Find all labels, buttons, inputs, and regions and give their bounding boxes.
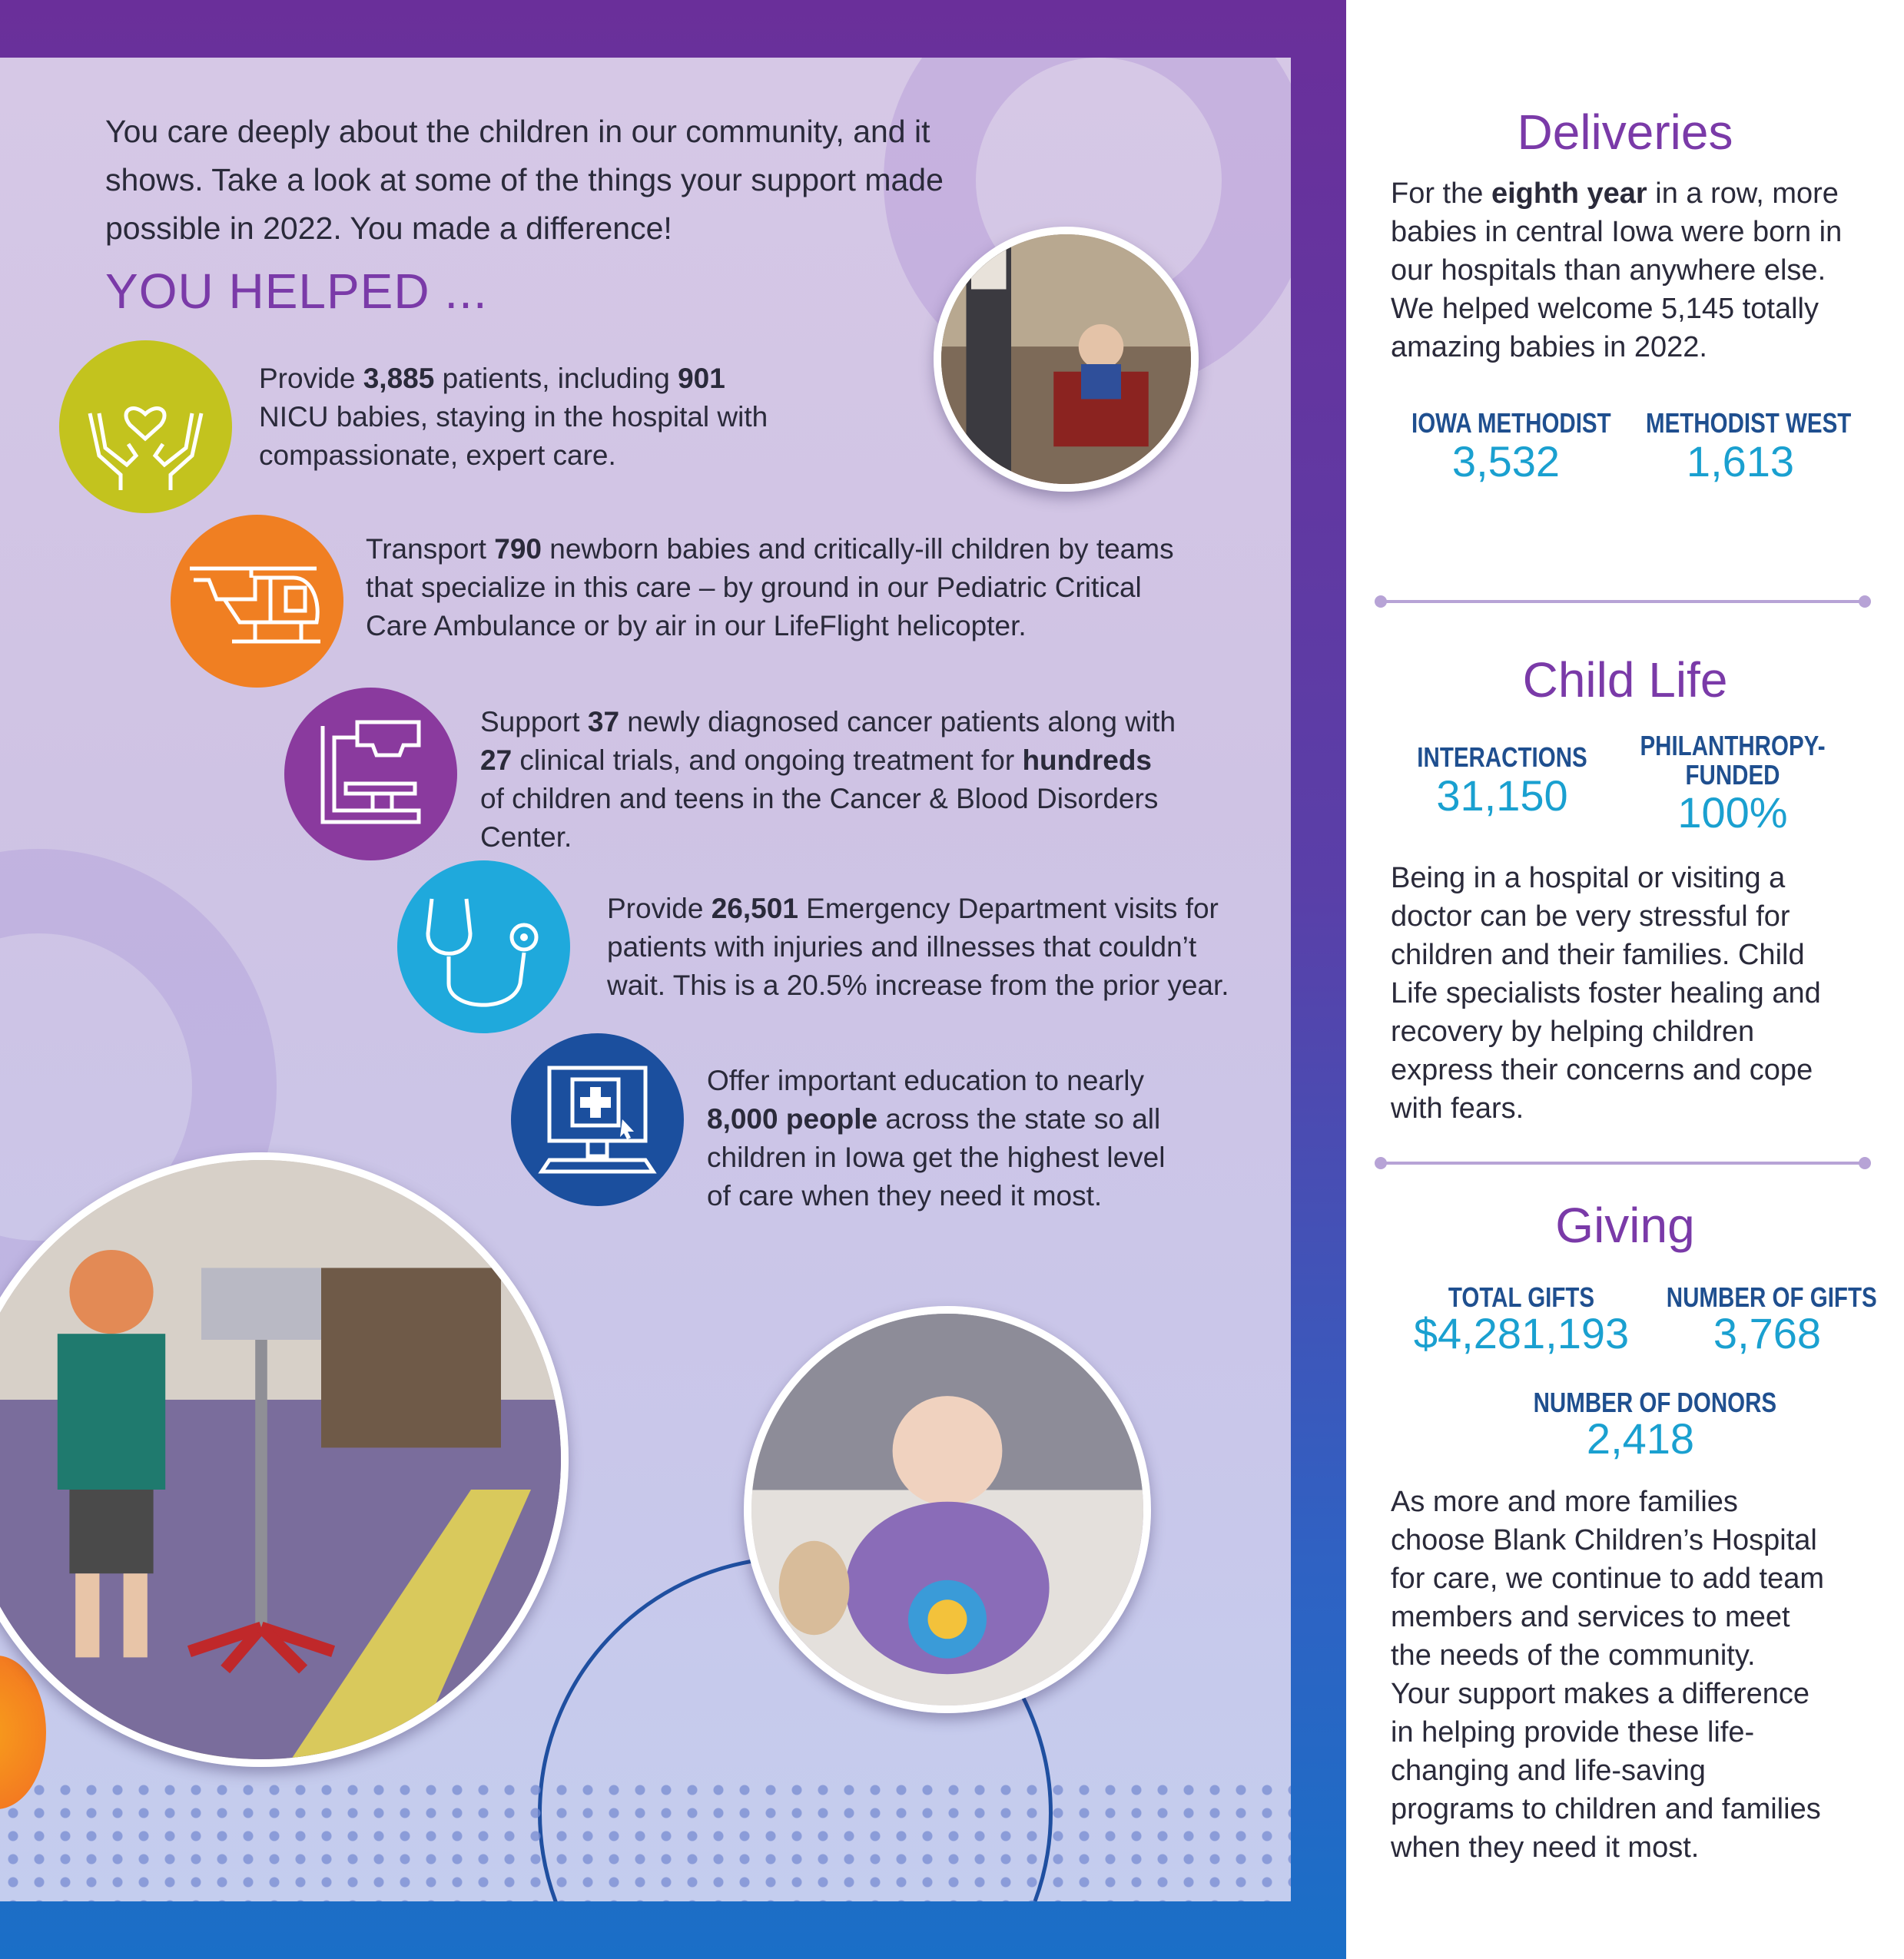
- text-line: Life specialists foster healing and: [1391, 977, 1821, 1009]
- stethoscope-icon: [397, 860, 570, 1033]
- section-divider: [1381, 600, 1865, 603]
- text-line: Center.: [480, 821, 572, 853]
- stat-label-philanthropy: PHILANTHROPY-: [1640, 730, 1826, 761]
- intro-line: shows. Take a look at some of the things your support made: [105, 162, 944, 197]
- giving-heading: Giving: [1555, 1198, 1695, 1253]
- text-line: doctor can be very stressful for: [1391, 900, 1790, 933]
- stat-label-iowa-methodist: IOWA METHODIST: [1411, 407, 1611, 439]
- text-line: As more and more families: [1391, 1486, 1738, 1518]
- text-line: of care when they need it most.: [707, 1180, 1103, 1212]
- text-line: compassionate, expert care.: [259, 439, 616, 471]
- helicopter-icon: [171, 515, 343, 688]
- stat-value-philanthropy-funded: 100%: [1677, 788, 1788, 837]
- section-heading: YOU HELPED ...: [105, 264, 488, 319]
- intro-text: [105, 108, 1104, 253]
- text-line: that specialize in this care – by ground in our Pediatric Critical: [366, 572, 1142, 603]
- text-line: our hospitals than anywhere else.: [1391, 254, 1826, 287]
- text-line: children and their families. Child: [1391, 939, 1805, 971]
- text-line: Provide 26,501 Emergency Department visits for: [607, 893, 1219, 924]
- child-life-heading: Child Life: [1522, 652, 1728, 708]
- text-line: amazing babies in 2022.: [1391, 331, 1707, 363]
- text-line: of children and teens in the Cancer & Blood Disorders: [480, 783, 1159, 814]
- stat-label-total-gifts: TOTAL GIFTS: [1448, 1281, 1595, 1313]
- text-line: children in Iowa get the highest level: [707, 1142, 1166, 1173]
- text-line: Your support makes a difference: [1391, 1678, 1810, 1710]
- text-line: For the eighth year in a row, more: [1391, 177, 1839, 210]
- text-line: 8,000 people across the state so all: [707, 1103, 1161, 1135]
- text-line: Care Ambulance or by air in our LifeFlight helicopter.: [366, 610, 1027, 641]
- text-line: the needs of the community.: [1391, 1639, 1756, 1672]
- text-line: changing and life-saving: [1391, 1755, 1706, 1787]
- item-description: [607, 890, 1229, 1005]
- medical-imaging-machine-icon: [284, 688, 457, 860]
- text-line: recovery by helping children: [1391, 1016, 1755, 1048]
- text-line: with fears.: [1391, 1092, 1524, 1125]
- text-line: NICU babies, staying in the hospital with: [259, 401, 768, 433]
- item-description: [480, 703, 1176, 857]
- text-line: for care, we continue to add team: [1391, 1563, 1824, 1595]
- text-line: 27 clinical trials, and ongoing treatment for hundreds: [480, 744, 1153, 776]
- text-line: We helped welcome 5,145 totally: [1391, 293, 1819, 325]
- text-line: babies in central Iowa were born in: [1391, 216, 1843, 248]
- stat-label-methodist-west: METHODIST WEST: [1646, 407, 1852, 439]
- text-line: Transport 790 newborn babies and critically-ill children by teams: [366, 533, 1174, 565]
- giving-paragraph: [1391, 1483, 1890, 1867]
- item-description: [366, 530, 1174, 645]
- caring-hands-heart-icon: [59, 340, 232, 513]
- text-line: choose Blank Children’s Hospital: [1391, 1524, 1817, 1556]
- text-line: wait. This is a 20.5% increase from the prior year.: [607, 970, 1229, 1001]
- stat-value-methodist-west: 1,613: [1686, 437, 1795, 486]
- deliveries-paragraph: [1391, 174, 1890, 366]
- item-description: [259, 360, 768, 475]
- text-line: members and services to meet: [1391, 1601, 1790, 1633]
- stat-value-number-of-gifts: 3,768: [1713, 1309, 1822, 1357]
- text-line: Offer important education to nearly: [707, 1065, 1145, 1096]
- intro-line: You care deeply about the children in our community, and it: [105, 114, 930, 149]
- text-line: express their concerns and cope: [1391, 1054, 1813, 1086]
- stat-value-interactions: 31,150: [1436, 771, 1568, 820]
- stat-value-total-gifts: $4,281,193: [1413, 1309, 1630, 1357]
- stat-label-funded: FUNDED: [1685, 759, 1780, 791]
- text-line: Provide 3,885 patients, including 901: [259, 363, 725, 394]
- child-life-paragraph: [1391, 859, 1890, 1128]
- stat-value-number-of-donors: 2,418: [1586, 1414, 1695, 1463]
- section-divider: [1381, 1162, 1865, 1165]
- boy-with-iv-pole-photo: [0, 1152, 569, 1767]
- text-line: programs to children and families: [1391, 1793, 1821, 1825]
- deliveries-heading: Deliveries: [1517, 104, 1733, 160]
- text-line: Support 37 newly diagnosed cancer patients along with: [480, 706, 1176, 738]
- baby-with-toy-photo: [744, 1306, 1151, 1713]
- stat-label-number-of-donors: NUMBER OF DONORS: [1533, 1387, 1777, 1418]
- stat-value-iowa-methodist: 3,532: [1451, 437, 1561, 486]
- decorative-dot-pattern: [0, 1778, 1291, 1901]
- text-line: Being in a hospital or visiting a: [1391, 862, 1786, 894]
- computer-medical-cross-icon: [511, 1033, 684, 1206]
- text-line: when they need it most.: [1391, 1831, 1700, 1864]
- stat-label-interactions: INTERACTIONS: [1417, 741, 1587, 773]
- text-line: in helping provide these life-: [1391, 1716, 1755, 1749]
- text-line: patients with injuries and illnesses that couldn’t: [607, 931, 1197, 963]
- stat-label-number-of-gifts: NUMBER OF GIFTS: [1666, 1281, 1877, 1313]
- item-description: [707, 1062, 1165, 1215]
- child-in-wagon-photo: [934, 227, 1199, 492]
- intro-line: possible in 2022. You made a difference!: [105, 210, 672, 246]
